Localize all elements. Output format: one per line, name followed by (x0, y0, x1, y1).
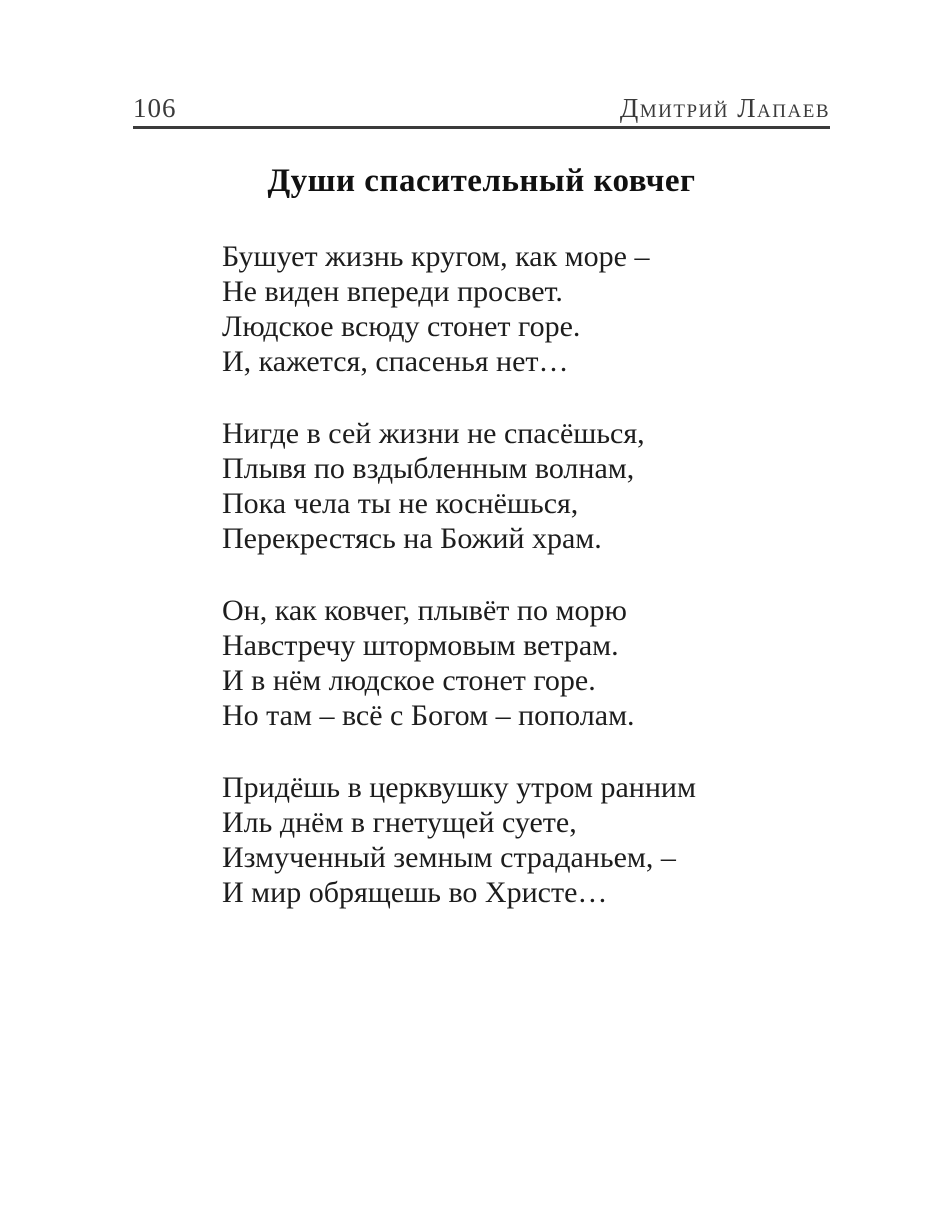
poem-line: Измученный земным страданьем, – (222, 841, 676, 874)
poem-line: Но там – всё с Богом – пополам. (222, 699, 635, 732)
book-page (133, 0, 830, 910)
poem-line: Перекрестясь на Божий храм. (222, 522, 602, 555)
poem-line: Людское всюду стонет горе. (222, 310, 581, 343)
poem-line: Пока чела ты не коснёшься, (222, 487, 579, 520)
poem-line: Не виден впереди просвет. (222, 275, 563, 308)
stanza-3 (222, 593, 830, 733)
poem-line: И, кажется, спасенья нет… (222, 345, 569, 378)
poem-line: Бушует жизнь кругом, как море – (222, 240, 650, 273)
page-number: 106 (133, 93, 177, 123)
poem-line: И в нём людское стонет горе. (222, 664, 596, 697)
poem-line: Он, как ковчег, плывёт по морю (222, 594, 627, 627)
stanza-1 (222, 239, 830, 379)
poem-line: Нигде в сей жизни не спасёшься, (222, 417, 645, 450)
poem-line: Навстречу штормовым ветрам. (222, 629, 619, 662)
poem-line: Плывя по вздыбленным волнам, (222, 452, 635, 485)
running-header (133, 93, 830, 129)
poem-line: И мир обрящешь во Христе… (222, 876, 608, 909)
poem-line: Придёшь в церквушку утром ранним (222, 771, 696, 804)
poem-line: Иль днём в гнетущей суете, (222, 806, 577, 839)
author-name: Дмитрий Лапаев (619, 93, 830, 123)
stanza-4 (222, 770, 830, 910)
poem-title: Души спасительный ковчег (267, 163, 696, 199)
poem-body (222, 239, 830, 910)
stanza-2 (222, 416, 830, 556)
